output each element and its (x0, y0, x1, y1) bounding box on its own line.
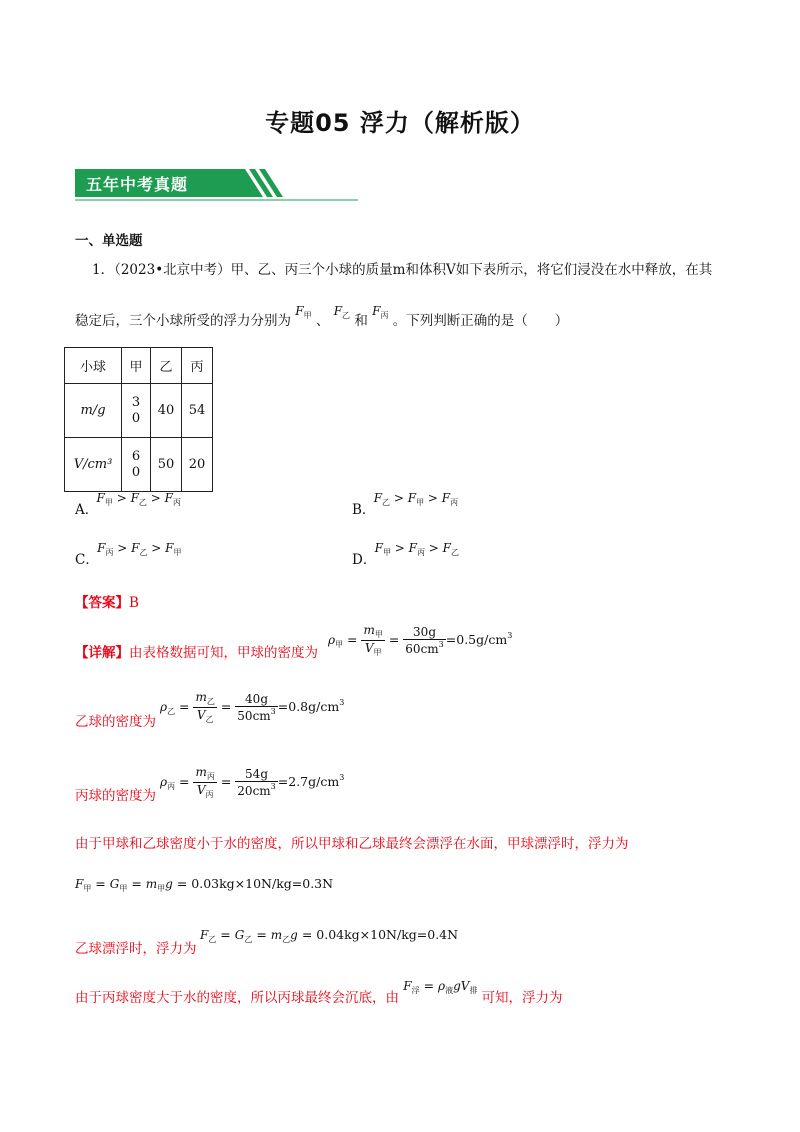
option-b[interactable]: B． $F_乙 > F_甲 > F_丙$ (352, 491, 459, 518)
option-c-formula: $F_丙 > F_乙 > F_甲$ (97, 541, 182, 557)
answer-line: 【答案】B (75, 595, 139, 611)
option-a-formula: $F_甲 > F_乙 > F_丙$ (96, 491, 181, 507)
density-formula-yi: $\rho_乙$ = $\frac{m_乙}{V_乙}$ = $\frac{40g}{50cm^3}$ $=0.8g/cm^3$ (160, 690, 345, 724)
detail-line-3: 丙球的密度为 (75, 788, 156, 804)
buoyancy-formula-yi: $F_乙 = G_乙 = m_乙g = 0.04kg\times 10N/kg=0.4N$ (200, 927, 459, 944)
f-yi-symbol: $F_乙$ (333, 304, 351, 320)
data-table (64, 347, 213, 492)
detail-line-4: 由于甲球和乙球密度小于水的密度，所以甲球和乙球最终会漂浮在水面，甲球漂浮时，浮力为 (75, 836, 629, 852)
detail-line-6: 由于丙球密度大于水的密度，所以丙球最终会沉底，由 $F_浮 = \rho_液gV_排$ 可知，浮力为 (75, 978, 563, 1006)
option-b-formula: $F_乙 > F_甲 > F_丙$ (373, 491, 459, 507)
density-formula-jia: $\rho_甲$ = $\frac{m_甲}{V_甲}$ = $\frac{30g}{60cm^3}$ $=0.5g/cm^3$ (328, 623, 513, 657)
question-text-line2: 稳定后，三个小球所受的浮力分别为 $F_甲$ 、 $F_乙$ 和 $F_丙$ 。下列判断正确的是（ ） (75, 304, 569, 329)
detail-line-5: 乙球漂浮时，浮力为 (75, 941, 197, 957)
density-formula-bing: $\rho_丙$ = $\frac{m_丙}{V_丙}$ = $\frac{54g}{20cm^3}$ $=2.7g/cm^3$ (160, 765, 345, 799)
section-heading: 一、单选题 (75, 233, 143, 249)
detail-line-1: 【详解】由表格数据可知，甲球的密度为 (75, 645, 318, 661)
table-row: 小球 甲 乙 丙 (65, 348, 213, 384)
f-jia-symbol: $F_甲$ (295, 304, 312, 320)
archimedes-formula: $F_浮 = \rho_液gV_排$ (403, 978, 478, 995)
buoyancy-formula-jia: $F_甲 = G_甲 = m_甲g = 0.03kg\times 10N/kg=0.3N$ (75, 876, 334, 893)
option-d-formula: $F_甲 > F_丙 > F_乙$ (374, 541, 459, 557)
page-title: 专题05 浮力（解析版） (265, 109, 535, 137)
option-d[interactable]: D． $F_甲 > F_丙 > F_乙$ (352, 541, 459, 568)
banner-label: 五年中考真题 (86, 175, 189, 194)
f-bing-symbol: $F_丙$ (372, 304, 389, 320)
table-row: m/g 3 0 40 54 (65, 384, 213, 438)
table-row: V/cm³ 6 0 50 20 (65, 438, 213, 492)
detail-line-2: 乙球的密度为 (75, 714, 156, 730)
question-text-line1: 1．（2023•北京中考）甲、乙、丙三个小球的质量m和体积V如下表所示，将它们浸没在水中释放，在其 (92, 262, 713, 278)
option-c[interactable]: C． $F_丙 > F_乙 > F_甲$ (75, 541, 182, 568)
option-a[interactable]: A． $F_甲 > F_乙 > F_丙$ (75, 491, 181, 518)
